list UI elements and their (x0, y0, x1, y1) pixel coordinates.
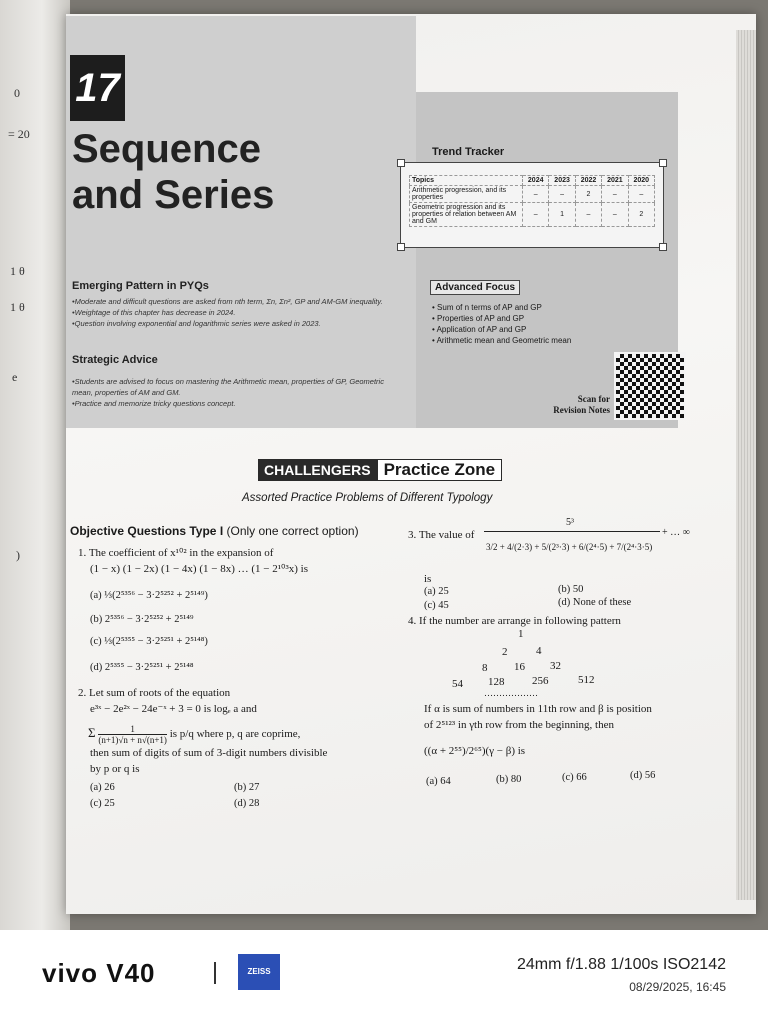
emerging-bullet: • Weightage of this chapter has decrease in 2024. (72, 307, 400, 318)
advanced-focus-heading: Advanced Focus (430, 280, 520, 295)
pattern-cell: 2 (502, 646, 508, 658)
question-number: 3. (408, 529, 417, 541)
table-cell: Arithmetic progression, and its properties (410, 186, 523, 203)
q3-ellipsis: + … ∞ (662, 527, 690, 538)
pattern-cell: 256 (532, 675, 549, 687)
strategic-bullet: • Students are advised to focus on mastering the Arithmetic mean, properties of GP, Geometric mean, properties of AM and GM. (72, 376, 400, 398)
pattern-cell: 1 (518, 628, 524, 640)
question-2-line4: by p or q is (90, 763, 140, 775)
option-b: (b) 80 (496, 774, 522, 785)
option-a: (a) 26 (90, 782, 115, 793)
advanced-item: • Sum of n terms of AP and GP (432, 302, 571, 313)
table-header: 2024 (523, 176, 549, 186)
q3-is: is (424, 573, 432, 585)
objective-heading-rest: (Only one correct option) (226, 524, 359, 538)
trend-tracker-title: Trend Tracker (432, 146, 505, 158)
q3-term: + 6/(2⁴·5) (571, 542, 608, 552)
margin-mark: 1 θ (10, 264, 25, 278)
q3-term: + 7/(2⁴·3·5) (609, 542, 653, 552)
table-row (410, 186, 655, 203)
table-header: Topics (410, 176, 523, 186)
pattern-cell: 4 (536, 645, 542, 657)
advanced-focus-list (432, 302, 571, 346)
table-cell: – (602, 203, 628, 227)
corner-marker (659, 243, 667, 251)
strategic-list (72, 376, 400, 409)
option-a: (a) ⅓(2⁵³⁵⁶ − 3·2⁵²⁵² + 2⁵¹⁴⁹) (90, 590, 208, 601)
question-1 (78, 546, 378, 560)
chapter-title-line2: and Series (72, 173, 275, 217)
table-row (410, 203, 655, 227)
pattern-cell: 32 (550, 660, 561, 672)
emerging-list (72, 296, 400, 329)
option-a: (a) 25 (424, 586, 449, 597)
table-header: 2022 (575, 176, 601, 186)
qr-code[interactable] (614, 352, 686, 420)
objective-heading-bold: Objective Questions Type I (70, 524, 224, 538)
question-4-line2: of 2⁵¹²³ in γth row from the beginning, then (424, 719, 614, 731)
zeiss-logo: ZEISS (238, 954, 280, 990)
margin-mark: e (12, 370, 18, 384)
qr-label-line2: Revision Notes (553, 405, 610, 415)
advanced-item: • Properties of AP and GP (432, 313, 571, 324)
option-c: (c) 45 (424, 600, 449, 611)
table-header-row (410, 176, 655, 186)
strategic-bullet: • Practice and memorize tricky questions concept. (72, 398, 400, 409)
practice-zone-label: Practice Zone (377, 459, 503, 481)
option-b: (b) 50 (558, 584, 584, 595)
question-text: The coefficient of x¹⁰² in the expansion of (88, 547, 274, 559)
objective-heading (70, 524, 359, 538)
watermark-separator (214, 962, 216, 984)
sum-text: is p/q where p, q are coprime, (169, 728, 301, 741)
question-number: 2. (78, 687, 87, 699)
corner-marker (397, 243, 405, 251)
chapter-number: 17 (70, 55, 125, 121)
table-header: 2023 (549, 176, 575, 186)
strategic-heading: Strategic Advice (72, 354, 158, 366)
table-cell: 2 (628, 203, 654, 227)
option-a: (a) 64 (426, 776, 451, 787)
question-text: Let sum of roots of the equation (89, 687, 231, 699)
table-cell: 2 (575, 186, 601, 203)
pattern-cell: 54 (452, 678, 463, 690)
page-stack-edge (736, 30, 756, 900)
table-cell: – (523, 203, 549, 227)
capture-datetime: 08/29/2025, 16:45 (629, 980, 726, 994)
qr-label-line1: Scan for (577, 394, 610, 404)
advanced-item: • Application of AP and GP (432, 324, 571, 335)
q3-term: + 5/(2³·3) (534, 542, 570, 552)
q3-term: 3/2 (486, 542, 498, 552)
emerging-heading: Emerging Pattern in PYQs (72, 280, 209, 292)
option-b: (b) 2⁵³⁵⁶ − 3·2⁵²⁵² + 2⁵¹⁴⁹ (90, 614, 194, 625)
question-4-expr: ((α + 2⁵⁵)/2⁶⁵)(γ − β) is (424, 745, 526, 757)
table-cell: 1 (549, 203, 575, 227)
table-header: 2021 (602, 176, 628, 186)
pattern-cell: 16 (514, 661, 525, 673)
advanced-item: • Arithmetic mean and Geometric mean (432, 335, 571, 346)
q3-fraction-bar (484, 531, 660, 532)
trend-tracker-table (400, 162, 664, 248)
question-2-line3: then sum of digits of sum of 3-digit numbers divisible (90, 747, 328, 759)
corner-marker (659, 159, 667, 167)
table-cell: – (628, 186, 654, 203)
option-c: (c) ⅓(2⁵³⁵⁵ − 3·2⁵²⁵¹ + 2⁵¹⁴⁸) (90, 636, 208, 647)
question-4-line1: If α is sum of numbers in 11th row and β is position (424, 703, 652, 715)
margin-mark: 1 θ (10, 300, 25, 314)
qr-label (520, 394, 610, 416)
question-number: 4. (408, 615, 417, 627)
question-number: 1. (78, 547, 87, 559)
question-1-expr: (1 − x) (1 − 2x) (1 − 4x) (1 − 8x) … (1 − 2¹⁰³x) is (90, 563, 308, 575)
question-2-eq: e³ˣ − 2e²ˣ − 24e⁻ˣ + 3 = 0 is logₑ a and (90, 703, 257, 715)
table-cell: – (602, 186, 628, 203)
option-c: (c) 25 (90, 798, 115, 809)
trend-table (409, 175, 655, 227)
margin-mark: 0 (14, 86, 20, 100)
camera-specs: 24mm f/1.88 1/100s ISO2142 (516, 956, 726, 973)
challengers-label: CHALLENGERS (258, 459, 377, 481)
table-cell: – (575, 203, 601, 227)
sum-fraction: $\frac{1}{(n+1)√n + n√(n+1)}$ (98, 724, 167, 745)
option-d: (d) 28 (234, 798, 260, 809)
question-3 (408, 528, 474, 542)
pattern-cell: 512 (578, 674, 595, 686)
table-cell: Geometric progression and its properties of relation between AM and GM (410, 203, 523, 227)
pattern-ellipsis: ……………… (484, 688, 538, 698)
chapter-title-line1: Sequence (72, 127, 261, 171)
option-d: (d) 56 (630, 770, 656, 781)
margin-mark: ) (16, 548, 20, 562)
q3-term: + 4/(2·3) (499, 542, 533, 552)
question-4 (408, 614, 708, 628)
corner-marker (397, 159, 405, 167)
q3-numerator: 5³ (566, 517, 574, 528)
emerging-bullet: • Question involving exponential and logarithmic series were asked in 2023. (72, 318, 400, 329)
table-cell: – (523, 186, 549, 203)
option-d: (d) 2⁵³⁵⁵ − 3·2⁵²⁵¹ + 2⁵¹⁴⁸ (90, 662, 194, 673)
sigma-symbol: Σ (88, 725, 96, 741)
left-page (0, 0, 70, 930)
emerging-bullet: • Moderate and difficult questions are asked from nth term, Σn, Σn², GP and AM-GM inequality. (72, 296, 400, 307)
pattern-cell: 128 (488, 676, 505, 688)
practice-zone-banner (258, 459, 502, 481)
question-2-sum (88, 724, 388, 745)
option-c: (c) 66 (562, 772, 587, 783)
question-text: The value of (418, 529, 475, 541)
section-subtitle: Assorted Practice Problems of Different Typology (242, 492, 493, 504)
option-b: (b) 27 (234, 782, 260, 793)
q3-denominator (486, 540, 716, 554)
question-text: If the number are arrange in following pattern (419, 615, 621, 627)
camera-brand: vivo V40 (42, 958, 156, 988)
chapter-title (72, 126, 274, 218)
table-cell: – (549, 186, 575, 203)
margin-mark: = 20 (8, 127, 30, 141)
option-d: (d) None of these (558, 597, 632, 608)
pattern-cell: 8 (482, 662, 488, 674)
question-2 (78, 686, 378, 700)
table-header: 2020 (628, 176, 654, 186)
